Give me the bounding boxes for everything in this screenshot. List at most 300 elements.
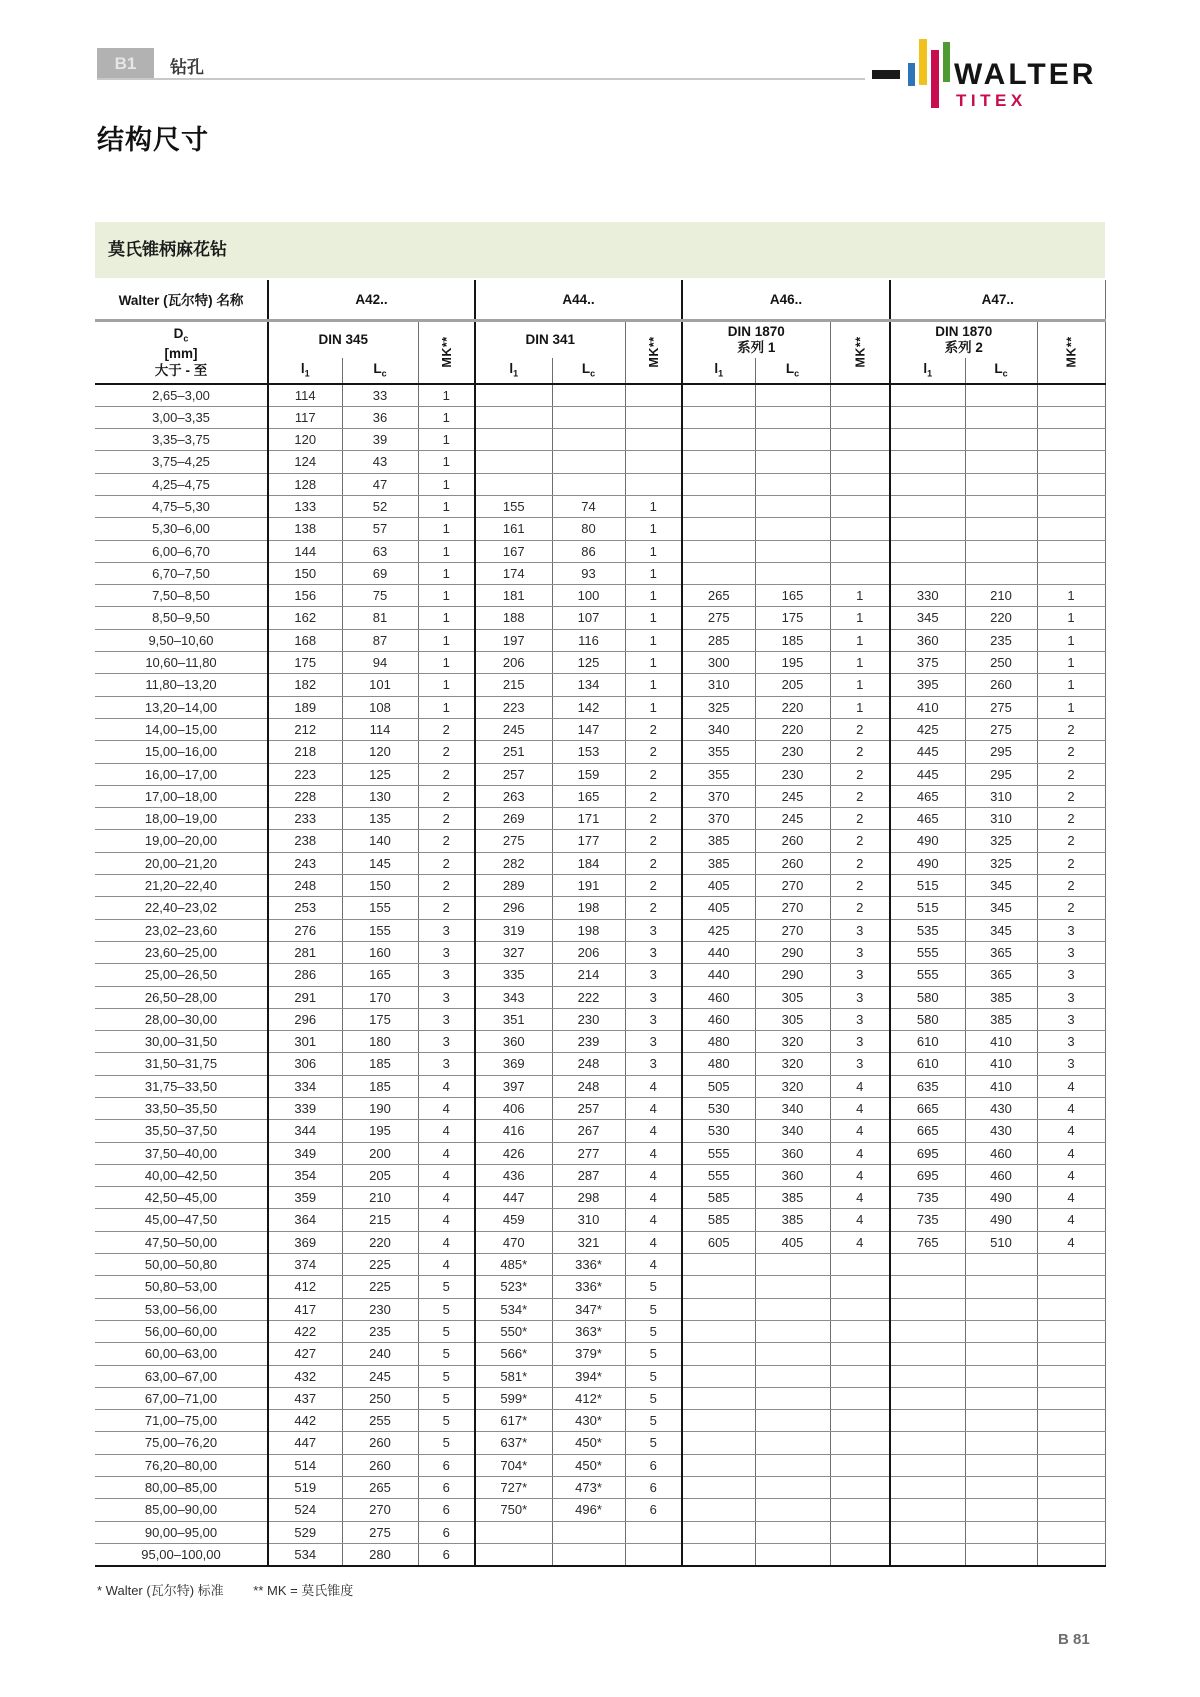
value-cell: 287 (552, 1164, 625, 1186)
table-row (95, 718, 1105, 740)
value-cell: 422 (268, 1320, 342, 1342)
value-cell: 289 (475, 875, 552, 897)
mk-cell: 4 (830, 1209, 890, 1231)
mk-cell: 4 (830, 1187, 890, 1209)
value-cell (890, 1276, 965, 1298)
range-cell: 6,70–7,50 (95, 562, 268, 584)
value-cell: 580 (890, 1008, 965, 1030)
value-cell: 260 (755, 852, 830, 874)
table-row (95, 1499, 1105, 1521)
value-cell: 275 (965, 696, 1037, 718)
mk-cell (830, 1298, 890, 1320)
value-cell (682, 1477, 755, 1499)
table-row (95, 964, 1105, 986)
value-cell: 230 (755, 741, 830, 763)
table-row (95, 1320, 1105, 1342)
mk-cell (625, 406, 682, 428)
mk-cell (830, 495, 890, 517)
mk-cell (625, 473, 682, 495)
value-cell (552, 406, 625, 428)
mk-cell: 4 (625, 1209, 682, 1231)
value-cell: 610 (890, 1031, 965, 1053)
mk-cell: 4 (625, 1254, 682, 1276)
range-cell: 85,00–90,00 (95, 1499, 268, 1521)
value-cell: 363* (552, 1320, 625, 1342)
mk-cell: 2 (418, 897, 475, 919)
range-cell: 76,20–80,00 (95, 1454, 268, 1476)
range-cell: 75,00–76,20 (95, 1432, 268, 1454)
value-cell: 515 (890, 897, 965, 919)
value-cell: 490 (965, 1187, 1037, 1209)
value-cell: 727* (475, 1477, 552, 1499)
value-cell: 394* (552, 1365, 625, 1387)
value-cell: 175 (755, 607, 830, 629)
value-cell: 251 (475, 741, 552, 763)
mk-cell (1037, 1320, 1105, 1342)
value-cell: 138 (268, 518, 342, 540)
value-cell (965, 518, 1037, 540)
value-cell: 190 (342, 1098, 418, 1120)
value-cell (890, 1543, 965, 1566)
mk-cell: 3 (625, 964, 682, 986)
value-cell (682, 540, 755, 562)
value-cell: 130 (342, 785, 418, 807)
mk-cell: 1 (625, 696, 682, 718)
mk-cell: 2 (1037, 785, 1105, 807)
value-cell (965, 473, 1037, 495)
value-cell: 339 (268, 1098, 342, 1120)
value-cell: 290 (755, 941, 830, 963)
value-cell: 450* (552, 1454, 625, 1476)
value-cell: 359 (268, 1187, 342, 1209)
value-cell (475, 384, 552, 407)
mk-cell (625, 429, 682, 451)
mk-cell: 5 (625, 1343, 682, 1365)
table-row (95, 384, 1105, 407)
logo-subbrand-text: TITEX (956, 91, 1027, 110)
table-row (95, 629, 1105, 651)
value-cell (682, 1432, 755, 1454)
mk-cell: 2 (625, 763, 682, 785)
value-cell: 555 (890, 941, 965, 963)
value-cell: 156 (268, 585, 342, 607)
value-cell (755, 384, 830, 407)
mk-cell: 2 (1037, 763, 1105, 785)
mk-cell: 5 (625, 1410, 682, 1432)
logo-dash (872, 70, 900, 79)
table-row (95, 1543, 1105, 1566)
mk-cell (1037, 562, 1105, 584)
range-cell: 35,50–37,50 (95, 1120, 268, 1142)
mk-cell: 1 (418, 451, 475, 473)
value-cell: 704* (475, 1454, 552, 1476)
value-cell: 225 (342, 1254, 418, 1276)
value-cell (682, 1298, 755, 1320)
value-cell: 250 (342, 1387, 418, 1409)
value-cell: 286 (268, 964, 342, 986)
value-cell (552, 429, 625, 451)
value-cell: 269 (475, 808, 552, 830)
mk-cell: 5 (418, 1365, 475, 1387)
range-cell: 17,00–18,00 (95, 785, 268, 807)
range-cell: 67,00–71,00 (95, 1387, 268, 1409)
value-cell: 248 (552, 1053, 625, 1075)
value-cell: 566* (475, 1343, 552, 1365)
value-cell: 245 (475, 718, 552, 740)
range-cell: 23,02–23,60 (95, 919, 268, 941)
range-cell: 3,75–4,25 (95, 451, 268, 473)
value-cell: 182 (268, 674, 342, 696)
value-cell (890, 1432, 965, 1454)
value-cell: 735 (890, 1209, 965, 1231)
table-row (95, 1387, 1105, 1409)
value-cell: 145 (342, 852, 418, 874)
footnote (97, 1580, 353, 1599)
value-cell: 336* (552, 1254, 625, 1276)
value-cell (682, 1499, 755, 1521)
mk-cell: 2 (830, 875, 890, 897)
table-row (95, 741, 1105, 763)
value-cell: 220 (342, 1231, 418, 1253)
mk-cell: 6 (418, 1477, 475, 1499)
table-row (95, 607, 1105, 629)
mk-cell (625, 1543, 682, 1566)
value-cell: 450* (552, 1432, 625, 1454)
value-cell (965, 451, 1037, 473)
table-row (95, 406, 1105, 428)
table-row (95, 451, 1105, 473)
value-cell: 215 (475, 674, 552, 696)
value-cell (552, 1521, 625, 1543)
value-cell: 275 (682, 607, 755, 629)
value-cell: 735 (890, 1187, 965, 1209)
value-cell: 447 (268, 1432, 342, 1454)
mk-cell (830, 1276, 890, 1298)
lc-header-a42: $L_c$ (342, 358, 418, 384)
value-cell: 275 (342, 1521, 418, 1543)
range-cell: 8,50–9,50 (95, 607, 268, 629)
value-cell: 351 (475, 1008, 552, 1030)
value-cell: 514 (268, 1454, 342, 1476)
mk-cell: 1 (625, 495, 682, 517)
table-row (95, 1365, 1105, 1387)
value-cell: 470 (475, 1231, 552, 1253)
value-cell: 200 (342, 1142, 418, 1164)
table-row (95, 1164, 1105, 1186)
mk-cell: 3 (830, 919, 890, 941)
value-cell: 52 (342, 495, 418, 517)
mk-cell: 5 (418, 1298, 475, 1320)
value-cell: 181 (475, 585, 552, 607)
table-row (95, 1454, 1105, 1476)
mk-cell (1037, 1499, 1105, 1521)
value-cell: 248 (268, 875, 342, 897)
mk-cell (830, 1454, 890, 1476)
value-cell: 43 (342, 451, 418, 473)
mk-cell: 1 (418, 429, 475, 451)
table-row (95, 696, 1105, 718)
mk-cell (1037, 451, 1105, 473)
mk-header-a47: MK** (1037, 320, 1105, 384)
table-row (95, 1410, 1105, 1432)
mk-cell: 4 (625, 1075, 682, 1097)
table-row (95, 785, 1105, 807)
value-cell (965, 1543, 1037, 1566)
value-cell: 100 (552, 585, 625, 607)
value-cell: 695 (890, 1164, 965, 1186)
mk-cell: 6 (418, 1521, 475, 1543)
range-cell: 50,80–53,00 (95, 1276, 268, 1298)
page-number: B 81 (1058, 1631, 1090, 1648)
mk-cell: 1 (418, 562, 475, 584)
table-row (95, 1298, 1105, 1320)
mk-cell: 3 (1037, 1053, 1105, 1075)
standard-header-din345: DIN 345 (268, 320, 418, 358)
mk-cell: 2 (1037, 808, 1105, 830)
mk-cell: 2 (830, 830, 890, 852)
group-header-a42: A42.. (268, 280, 475, 320)
range-cell: 22,40–23,02 (95, 897, 268, 919)
value-cell: 191 (552, 875, 625, 897)
range-cell: 47,50–50,00 (95, 1231, 268, 1253)
value-cell: 375 (890, 652, 965, 674)
value-cell: 161 (475, 518, 552, 540)
value-cell: 165 (755, 585, 830, 607)
value-cell: 437 (268, 1387, 342, 1409)
value-cell: 198 (552, 919, 625, 941)
mk-cell: 6 (625, 1477, 682, 1499)
value-cell: 310 (552, 1209, 625, 1231)
range-cell: 21,20–22,40 (95, 875, 268, 897)
table-row (95, 1209, 1105, 1231)
mk-cell: 2 (830, 785, 890, 807)
mk-cell (1037, 1254, 1105, 1276)
value-cell: 101 (342, 674, 418, 696)
mk-cell (830, 1365, 890, 1387)
mk-cell: 4 (1037, 1209, 1105, 1231)
value-cell (755, 1343, 830, 1365)
mk-cell (625, 1521, 682, 1543)
mk-cell (830, 384, 890, 407)
value-cell: 168 (268, 629, 342, 651)
mk-cell (1037, 1454, 1105, 1476)
mk-cell (830, 451, 890, 473)
value-cell: 239 (552, 1031, 625, 1053)
value-cell: 405 (755, 1231, 830, 1253)
value-cell (682, 1343, 755, 1365)
value-cell (682, 562, 755, 584)
mk-cell: 3 (418, 919, 475, 941)
value-cell: 230 (342, 1298, 418, 1320)
value-cell: 185 (342, 1053, 418, 1075)
value-cell: 33 (342, 384, 418, 407)
mk-cell: 3 (418, 1053, 475, 1075)
value-cell: 230 (755, 763, 830, 785)
mk-cell: 2 (418, 718, 475, 740)
mk-cell: 5 (418, 1320, 475, 1342)
value-cell: 74 (552, 495, 625, 517)
value-cell (965, 1477, 1037, 1499)
value-cell: 212 (268, 718, 342, 740)
value-cell: 432 (268, 1365, 342, 1387)
value-cell (890, 518, 965, 540)
mk-cell: 3 (1037, 941, 1105, 963)
value-cell: 490 (890, 852, 965, 874)
mk-cell: 6 (625, 1499, 682, 1521)
mk-cell: 4 (830, 1098, 890, 1120)
range-cell: 45,00–47,50 (95, 1209, 268, 1231)
mk-cell: 4 (418, 1075, 475, 1097)
value-cell: 665 (890, 1120, 965, 1142)
value-cell: 695 (890, 1142, 965, 1164)
value-cell: 291 (268, 986, 342, 1008)
mk-cell: 5 (625, 1387, 682, 1409)
value-cell (890, 1387, 965, 1409)
value-cell: 260 (965, 674, 1037, 696)
value-cell: 405 (682, 897, 755, 919)
value-cell (755, 1477, 830, 1499)
value-cell: 365 (965, 941, 1037, 963)
value-cell: 144 (268, 540, 342, 562)
value-cell: 120 (268, 429, 342, 451)
mk-cell (830, 473, 890, 495)
mk-cell (830, 1320, 890, 1342)
range-cell: 14,00–15,00 (95, 718, 268, 740)
mk-cell: 2 (830, 852, 890, 874)
mk-cell: 3 (1037, 919, 1105, 941)
table-row (95, 429, 1105, 451)
value-cell: 162 (268, 607, 342, 629)
value-cell: 245 (342, 1365, 418, 1387)
value-cell: 416 (475, 1120, 552, 1142)
value-cell: 385 (682, 830, 755, 852)
value-cell (890, 562, 965, 584)
value-cell: 445 (890, 763, 965, 785)
value-cell: 325 (965, 830, 1037, 852)
value-cell (755, 518, 830, 540)
value-cell: 265 (682, 585, 755, 607)
logo-bar-blue (908, 63, 915, 86)
value-cell: 430 (965, 1098, 1037, 1120)
mk-cell: 3 (1037, 986, 1105, 1008)
table-row (95, 875, 1105, 897)
table-row (95, 540, 1105, 562)
mk-cell: 5 (625, 1276, 682, 1298)
mk-cell: 4 (625, 1142, 682, 1164)
value-cell (682, 1454, 755, 1476)
range-cell: 28,00–30,00 (95, 1008, 268, 1030)
range-cell: 4,75–5,30 (95, 495, 268, 517)
l1-header-a44: $l_1$ (475, 358, 552, 384)
value-cell: 344 (268, 1120, 342, 1142)
mk-cell (1037, 1298, 1105, 1320)
range-cell: 11,80–13,20 (95, 674, 268, 696)
value-cell (682, 1387, 755, 1409)
value-cell (755, 406, 830, 428)
value-cell: 480 (682, 1031, 755, 1053)
value-cell: 175 (268, 652, 342, 674)
mk-cell: 1 (418, 473, 475, 495)
table-row (95, 1276, 1105, 1298)
mk-cell: 1 (625, 629, 682, 651)
value-cell: 370 (682, 808, 755, 830)
value-cell (682, 473, 755, 495)
mk-cell (1037, 1387, 1105, 1409)
range-cell: 10,60–11,80 (95, 652, 268, 674)
value-cell: 385 (965, 986, 1037, 1008)
value-cell: 220 (755, 718, 830, 740)
mk-cell (625, 384, 682, 407)
mk-cell: 2 (418, 808, 475, 830)
l1-header-a47: $l_1$ (890, 358, 965, 384)
mk-cell (830, 540, 890, 562)
footnote-mk: ** MK = 莫氏锥度 (253, 1583, 354, 1598)
mk-cell: 2 (830, 808, 890, 830)
value-cell: 185 (755, 629, 830, 651)
value-cell: 349 (268, 1142, 342, 1164)
value-cell: 107 (552, 607, 625, 629)
mk-cell: 4 (418, 1098, 475, 1120)
value-cell: 637* (475, 1432, 552, 1454)
value-cell: 369 (475, 1053, 552, 1075)
value-cell: 310 (965, 808, 1037, 830)
mk-cell: 4 (625, 1098, 682, 1120)
logo-graphic (872, 36, 1107, 114)
mk-cell: 3 (625, 1031, 682, 1053)
range-cell: 18,00–19,00 (95, 808, 268, 830)
dc-range-label: 大于 - 至 (154, 362, 208, 378)
mk-cell: 1 (1037, 585, 1105, 607)
value-cell: 240 (342, 1343, 418, 1365)
value-cell: 360 (755, 1164, 830, 1186)
value-cell: 184 (552, 852, 625, 874)
value-cell: 235 (965, 629, 1037, 651)
mk-cell: 1 (625, 518, 682, 540)
value-cell: 310 (965, 785, 1037, 807)
value-cell: 306 (268, 1053, 342, 1075)
mk-cell (830, 406, 890, 428)
mk-cell: 5 (625, 1432, 682, 1454)
range-cell: 3,35–3,75 (95, 429, 268, 451)
value-cell: 410 (965, 1031, 1037, 1053)
footnote-standard: * Walter (瓦尔特) 标准 (97, 1583, 224, 1598)
table-row (95, 1343, 1105, 1365)
value-cell (755, 1499, 830, 1521)
value-cell: 430* (552, 1410, 625, 1432)
value-cell: 295 (965, 741, 1037, 763)
value-cell: 440 (682, 964, 755, 986)
mk-cell: 5 (418, 1343, 475, 1365)
value-cell: 447 (475, 1187, 552, 1209)
mk-cell: 3 (1037, 964, 1105, 986)
value-cell: 270 (342, 1499, 418, 1521)
mk-cell: 2 (418, 763, 475, 785)
mk-cell: 2 (1037, 830, 1105, 852)
mk-cell: 4 (1037, 1164, 1105, 1186)
mk-cell (1037, 495, 1105, 517)
mk-cell: 1 (1037, 696, 1105, 718)
value-cell: 385 (965, 1008, 1037, 1030)
value-cell: 410 (890, 696, 965, 718)
value-cell (682, 1276, 755, 1298)
standard-header-din1870-s2: DIN 1870 系列 2 (890, 320, 1037, 358)
value-cell: 197 (475, 629, 552, 651)
value-cell: 485* (475, 1254, 552, 1276)
value-cell: 155 (342, 919, 418, 941)
range-cell: 2,65–3,00 (95, 384, 268, 407)
diameter-column-header (95, 320, 268, 384)
value-cell: 223 (475, 696, 552, 718)
